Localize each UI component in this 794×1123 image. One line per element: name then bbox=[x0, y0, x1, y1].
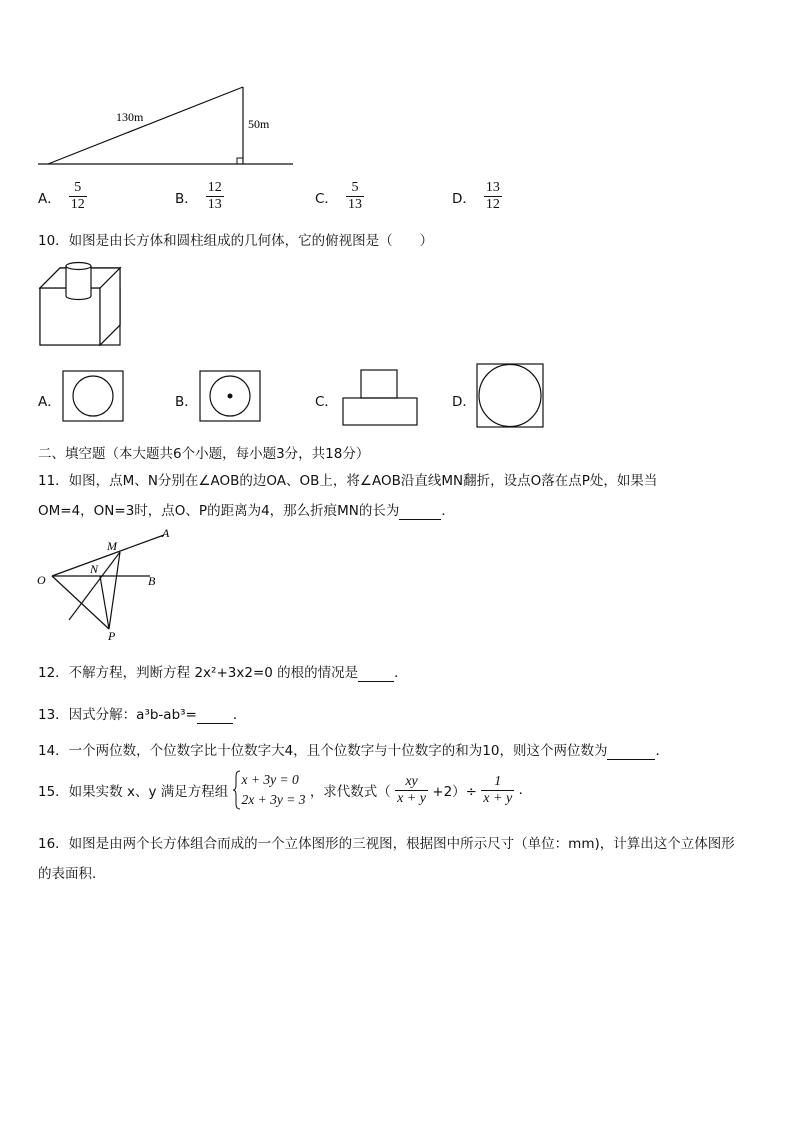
q10-option-c: C． bbox=[315, 394, 338, 410]
answer-blank[interactable] bbox=[197, 707, 233, 724]
section-title: 二、填空题（本大题共6个小题，每小题3分，共18分） bbox=[38, 446, 370, 462]
q9-option-c: C． $\frac{5}{13}$ bbox=[315, 180, 362, 212]
answer-blank[interactable] bbox=[399, 503, 441, 520]
label-a: A bbox=[162, 526, 170, 540]
label-m: M bbox=[107, 539, 117, 553]
q10-option-a-figure bbox=[62, 370, 124, 422]
q14-question: 14．一个两位数，个位数字比十位数字大4，且个位数字与十位数字的和为10，则这个两位数为 ． bbox=[38, 743, 669, 759]
q11-angle-figure bbox=[32, 525, 172, 645]
q12-question: 12．不解方程，判断方程 2x²+3x2=0 的根的情况是 ． bbox=[38, 665, 408, 681]
q10-option-d-figure bbox=[476, 363, 544, 428]
label-n: N bbox=[90, 562, 99, 576]
q11-line2: OM=4，ON=3时，点O、P的距离为4，那么折痕MN的长为 ． bbox=[38, 503, 455, 519]
q10-solid-figure bbox=[36, 260, 126, 350]
q10-option-b: B． bbox=[175, 394, 198, 410]
q10-question: 10．如图是由长方体和圆柱组成的几何体，它的俯视图是（ ） bbox=[38, 233, 434, 249]
q10-option-b-figure bbox=[199, 370, 261, 422]
q9-triangle-figure bbox=[30, 80, 300, 175]
equation-1: x + 3y = 0 bbox=[241, 772, 299, 787]
q9-option-d: D． $\frac{13}{12}$ bbox=[452, 180, 500, 212]
fraction-1: $\frac{xy}{x + y}$ bbox=[397, 773, 426, 806]
answer-blank[interactable] bbox=[358, 665, 394, 682]
answer-blank[interactable] bbox=[607, 743, 655, 760]
q15-question: 15．如果实数 x、y 满足方程组 x + 3y = 0 2x + 3y = 3 ，求代数式（ $\frac{xy}{x + y}$ +2）÷ $\frac{1}{x + y}$ . bbox=[38, 770, 523, 814]
label-b: B bbox=[148, 574, 156, 588]
left-brace bbox=[233, 770, 241, 810]
equation-2: 2x + 3y = 3 bbox=[241, 792, 306, 807]
leg-label: 50m bbox=[248, 117, 270, 131]
label-o: O bbox=[37, 573, 46, 587]
q9-option-b: B． $\frac{12}{13}$ bbox=[175, 180, 222, 212]
q13-question: 13．因式分解：a³b-ab³= ． bbox=[38, 707, 247, 723]
q10-option-a: A． bbox=[38, 394, 61, 410]
fraction-2: $\frac{1}{x + y}$ bbox=[483, 773, 513, 806]
q11-line1: 11．如图，点M、N分别在∠AOB的边OA、OB上，将∠AOB沿直线MN翻折，设点O落在点P处，如果当 bbox=[38, 473, 658, 489]
label-p: P bbox=[108, 629, 116, 643]
q10-option-c-figure bbox=[342, 369, 420, 427]
q10-option-d: D． bbox=[452, 394, 476, 410]
hypotenuse-label: 130m bbox=[116, 110, 144, 124]
q9-option-a: A． $\frac{5}{12}$ bbox=[38, 180, 85, 212]
q16-line1: 16．如图是由两个长方体组合而成的一个立体图形的三视图，根据图中所示尺寸（单位：mm)，计算出这个立体图形 bbox=[38, 836, 735, 852]
equation-system bbox=[233, 770, 306, 810]
q16-line2: 的表面积． bbox=[38, 866, 106, 882]
